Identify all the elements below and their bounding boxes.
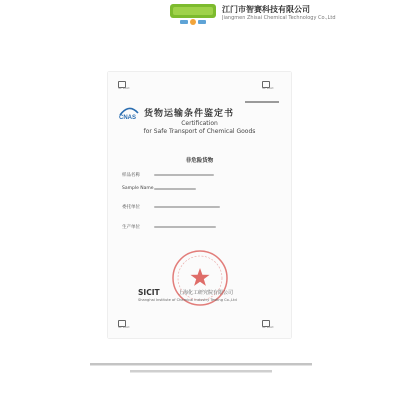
certificate-page	[108, 72, 291, 338]
manufacturer-value-placeholder	[154, 226, 216, 228]
sample-name-value-placeholder	[154, 174, 214, 176]
corner-mark-bottom-left	[118, 320, 136, 328]
cnas-logo-icon	[118, 105, 140, 121]
sample-name-label-cn: 样品名称	[122, 173, 140, 178]
issuer-name-cn: 上海化工研究院有限公司	[178, 290, 234, 296]
footer-contact-line-placeholder	[0, 362, 400, 367]
corner-mark-bottom-right	[262, 320, 280, 328]
issuer-brand: SICIT	[138, 288, 160, 297]
corner-mark-top-left	[118, 81, 136, 89]
company-name-cn: 江门市智赛科技有限公司	[222, 5, 310, 14]
sample-name-label-en: Sample Name	[122, 186, 154, 191]
corner-label: S1 Bold	[262, 325, 274, 329]
corner-mark-top-right	[262, 81, 280, 89]
company-name-en: Jiangmen Zhisai Chemical Technology Co.,Ltd	[222, 15, 336, 21]
certificate-title-en-line1: Certification	[181, 120, 218, 127]
corner-label: S1 Bold	[118, 325, 130, 329]
certificate-number-placeholder	[245, 100, 279, 104]
company-header	[0, 0, 400, 30]
corner-label: S1 Bold	[262, 86, 274, 90]
certificate-title-cn: 货物运输条件鉴定书	[144, 109, 235, 119]
company-logo-icon	[170, 4, 216, 26]
certificate-title-en-line2: for Safe Transport of Chemical Goods	[143, 128, 256, 135]
svg-text:CNAS: CNAS	[119, 115, 137, 121]
client-label: 委托单位	[122, 205, 140, 210]
goods-classification: 非危险货物	[185, 158, 214, 164]
footer-web-line-placeholder	[0, 369, 400, 374]
corner-label: S1 Bold	[118, 86, 130, 90]
manufacturer-label: 生产单位	[122, 225, 140, 230]
client-value-placeholder	[154, 206, 220, 208]
issuer-name-en: Shanghai Institute of Chemical Industry Testing Co.,Ltd	[138, 298, 237, 302]
sample-name-en-value-placeholder	[154, 188, 196, 190]
